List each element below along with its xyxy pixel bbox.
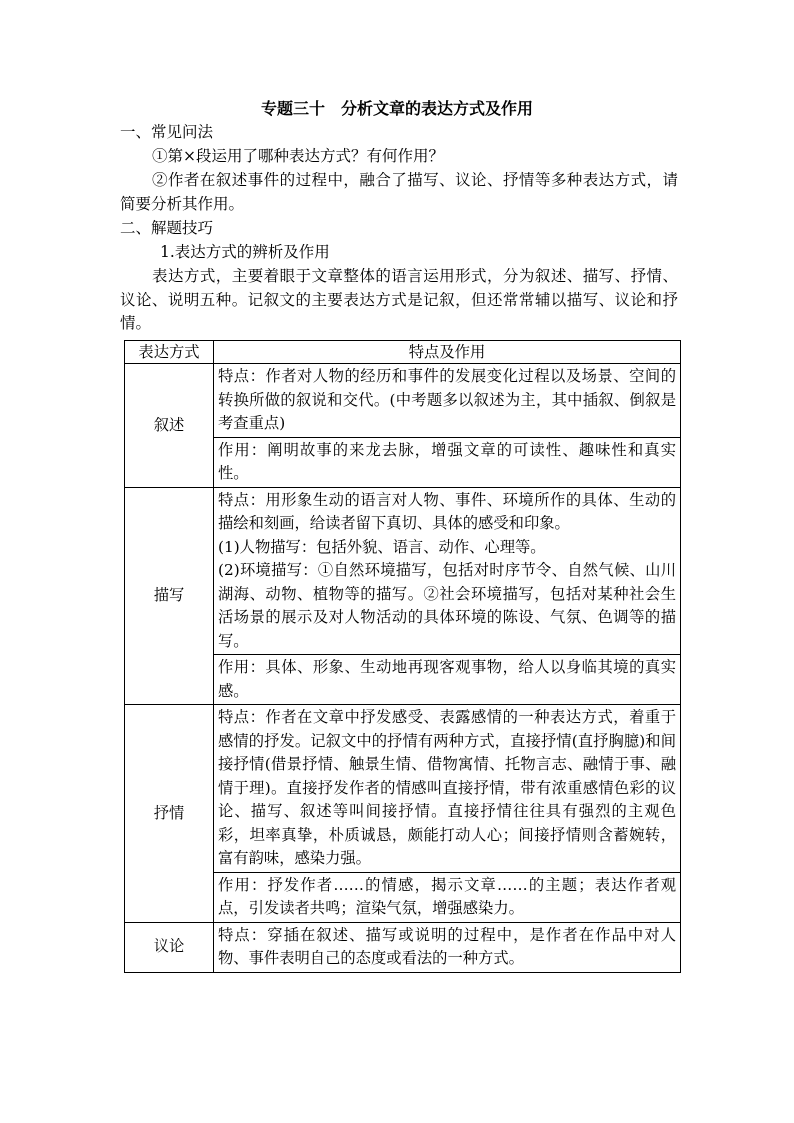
lyric-effect: 作用：抒发作者……的情感，揭示文章……的主题；表达作者观点，引发读者共鸣；渲染气氛，增强感染力。: [214, 872, 681, 922]
description-effect: 作用：具体、形象、生动地再现客观事物，给人以身临其境的真实感。: [214, 655, 681, 705]
question-1: ①第×段运用了哪种表达方式？有何作用？: [152, 147, 444, 165]
table-row: [125, 705, 681, 873]
description-feature: 特点：用形象生动的语言对人物、事件、环境所作的具体、生动的描绘和刻画，给读者留下真切、具体的感受和印象。: [218, 490, 676, 532]
subheading-expression-methods: 1.表达方式的辨析及作用: [160, 243, 330, 261]
header-method: 表达方式: [125, 341, 214, 364]
description-feature-cell: [214, 487, 681, 655]
table-row: [125, 364, 681, 438]
section-heading-techniques: 二、解题技巧: [120, 219, 214, 237]
question-2: ②作者在叙述事件的过程中，融合了描写、议论、抒情等多种表达方式，请简要分析其作用。: [120, 171, 678, 213]
narration-effect: 作用：阐明故事的来龙去脉，增强文章的可读性、趣味性和真实性。: [214, 437, 681, 487]
description-person: (1)人物描写：包括外貌、语言、动作、心理等。: [218, 537, 546, 556]
page-title: 专题三十 分析文章的表达方式及作用: [260, 99, 533, 118]
table-row: [125, 922, 681, 972]
method-narration: 叙述: [125, 364, 214, 488]
section-heading-common-questions: 一、常见问法: [120, 123, 214, 141]
table-header-row: [125, 341, 681, 364]
expression-methods-table: [124, 340, 681, 973]
description-environment: (2)环境描写：①自然环境描写，包括对时序节令、自然气候、山川湖海、动物、植物等的描写。②社会环境描写，包括对某种社会生活场景的展示及对人物活动的具体环境的陈设、气氛、色调等的描写。: [218, 561, 676, 650]
intro-paragraph: 表达方式，主要着眼于文章整体的语言运用形式，分为叙述、描写、抒情、议论、说明五种。记叙文的主要表达方式是记叙，但还常常辅以描写、议论和抒情。: [120, 267, 678, 332]
table-row: [125, 487, 681, 655]
argument-feature: 特点：穿插在叙述、描写或说明的过程中，是作者在作品中对人物、事件表明自己的态度或看法的一种方式。: [214, 922, 681, 972]
method-description: 描写: [125, 487, 214, 705]
method-argument: 议论: [125, 922, 214, 972]
header-feature: 特点及作用: [214, 341, 681, 364]
method-lyric: 抒情: [125, 705, 214, 923]
narration-feature: 特点：作者对人物的经历和事件的发展变化过程以及场景、空间的转换所做的叙说和交代。(中考题多以叙述为主，其中插叙、倒叙是考查重点): [214, 364, 681, 438]
lyric-feature: 特点：作者在文章中抒发感受、表露感情的一种表达方式，着重于感情的抒发。记叙文中的抒情有两种方式，直接抒情(直抒胸臆)和间接抒情(借景抒情、触景生情、借物寓情、托物言志、融情于事、融情于理)。直接抒发作者的情感叫直接抒情，带有浓重感情色彩的议论、描写、叙述等叫间接抒情。直接抒情往往具有强烈的主观色彩，坦率真挚，朴质诚恳，颇能打动人心；间接抒情则含蓄婉转，富有韵味，感染力强。: [214, 705, 681, 873]
